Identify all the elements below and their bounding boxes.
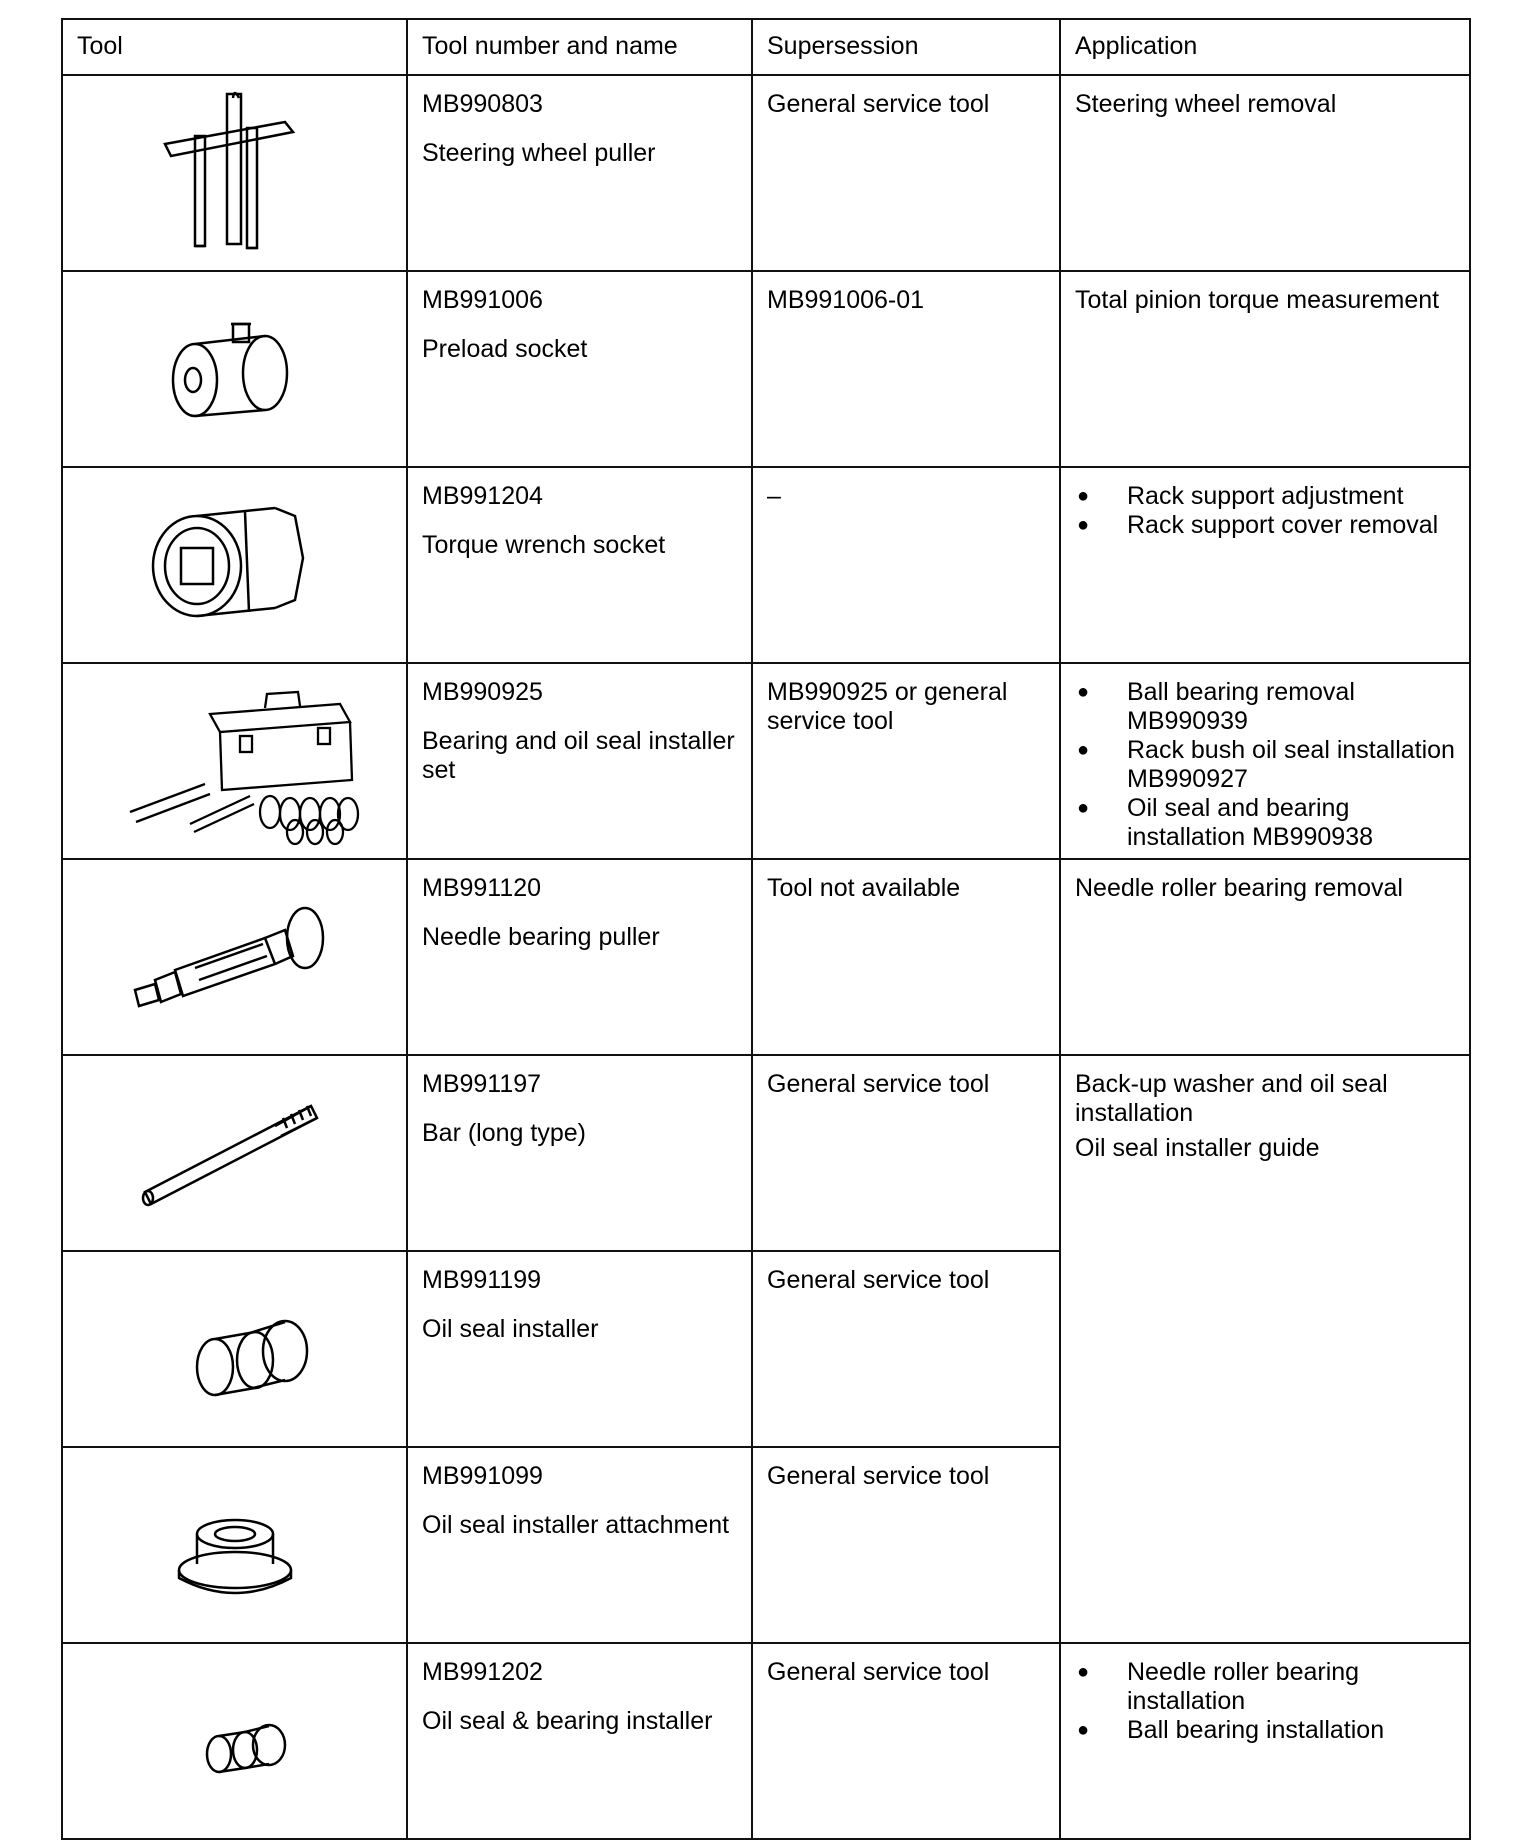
application-cell	[1060, 75, 1470, 271]
application-item: ● Needle roller bearing installation	[1075, 1658, 1455, 1716]
header-application: Application	[1060, 19, 1470, 75]
tool-name: Oil seal & bearing installer	[422, 1707, 713, 1735]
tool-name: Oil seal installer attachment	[422, 1511, 730, 1539]
header-tool-number-name: Tool number and name	[407, 19, 752, 75]
tool-number-name-cell	[407, 663, 752, 859]
application-text: Back-up washer and oil seal installation	[1075, 1070, 1388, 1127]
tool-image-cell	[62, 467, 407, 663]
supersession-cell: General service tool	[752, 1447, 1060, 1643]
special-tools-table	[61, 18, 1471, 1840]
application-item: ● Rack support adjustment	[1075, 482, 1455, 511]
application-cell	[1060, 859, 1470, 1055]
tool-number: MB991197	[422, 1070, 542, 1098]
tool-name: Bearing and oil seal installer set	[422, 727, 735, 784]
tool-number: MB991006	[422, 286, 543, 314]
table-row	[62, 75, 1470, 271]
tool-number: MB991120	[422, 874, 542, 902]
supersession-cell: General service tool	[752, 1251, 1060, 1447]
needle-bearing-puller-icon	[115, 860, 355, 1050]
application-list	[1075, 678, 1455, 852]
application-item: ● Rack support cover removal	[1075, 511, 1455, 540]
tool-number-name-cell	[407, 859, 752, 1055]
application-cell	[1060, 271, 1470, 467]
tool-name: Preload socket	[422, 335, 588, 363]
application-item: ● Ball bearing installation	[1075, 1716, 1455, 1745]
table-row	[62, 271, 1470, 467]
table-row	[62, 1643, 1470, 1839]
application-text: Total pinion torque measurement	[1075, 286, 1440, 314]
bearing-oil-seal-installer-set-icon	[90, 664, 380, 854]
table-row	[62, 1055, 1470, 1251]
tool-number: MB991204	[422, 482, 543, 510]
tool-number: MB991199	[422, 1266, 542, 1294]
supersession-cell: General service tool	[752, 1055, 1060, 1251]
tool-name: Torque wrench socket	[422, 531, 666, 559]
tool-number-name-cell	[407, 1251, 752, 1447]
torque-wrench-socket-icon	[125, 468, 345, 658]
application-item: ● Ball bearing removal MB990939	[1075, 678, 1455, 736]
tool-image-cell	[62, 1055, 407, 1251]
tool-image-cell	[62, 75, 407, 271]
tool-name: Needle bearing puller	[422, 923, 660, 951]
supersession-cell: –	[752, 467, 1060, 663]
tool-number: MB990925	[422, 678, 543, 706]
supersession-cell: General service tool	[752, 75, 1060, 271]
tool-name: Oil seal installer	[422, 1315, 599, 1343]
tool-image-cell	[62, 1447, 407, 1643]
application-item: ● Oil seal and bearing installation MB990938	[1075, 794, 1455, 852]
header-tool: Tool	[62, 19, 407, 75]
steering-wheel-puller-icon	[135, 76, 335, 266]
application-text: Oil seal installer guide	[1075, 1134, 1320, 1162]
preload-socket-icon	[135, 272, 335, 462]
tool-number: MB991202	[422, 1658, 543, 1686]
application-cell	[1060, 1055, 1470, 1643]
tool-image-cell	[62, 663, 407, 859]
application-text: Steering wheel removal	[1075, 90, 1337, 118]
supersession-cell: MB991006-01	[752, 271, 1060, 467]
supersession-cell: General service tool	[752, 1643, 1060, 1839]
application-cell	[1060, 467, 1470, 663]
oil-seal-installer-attachment-icon	[135, 1448, 335, 1638]
tool-number-name-cell	[407, 271, 752, 467]
application-text: Needle roller bearing removal	[1075, 874, 1403, 902]
application-list	[1075, 482, 1455, 540]
bar-long-type-icon	[115, 1056, 355, 1246]
application-cell	[1060, 1643, 1470, 1839]
tool-name: Bar (long type)	[422, 1119, 586, 1147]
tool-image-cell	[62, 1643, 407, 1839]
tool-number-name-cell	[407, 1643, 752, 1839]
table-row	[62, 467, 1470, 663]
tool-image-cell	[62, 271, 407, 467]
oil-seal-bearing-installer-icon	[135, 1644, 335, 1834]
tool-number-name-cell	[407, 1055, 752, 1251]
tool-image-cell	[62, 1251, 407, 1447]
tool-image-cell	[62, 859, 407, 1055]
application-cell	[1060, 663, 1470, 859]
tool-number: MB990803	[422, 90, 543, 118]
supersession-cell: Tool not available	[752, 859, 1060, 1055]
application-list	[1075, 1658, 1455, 1745]
supersession-cell: MB990925 or general service tool	[752, 663, 1060, 859]
oil-seal-installer-icon	[135, 1252, 335, 1442]
table-header-row	[62, 19, 1470, 75]
tool-number: MB991099	[422, 1462, 543, 1490]
tool-number-name-cell	[407, 75, 752, 271]
header-supersession: Supersession	[752, 19, 1060, 75]
tool-name: Steering wheel puller	[422, 139, 656, 167]
table-row	[62, 663, 1470, 859]
application-item: ● Rack bush oil seal installation MB990927	[1075, 736, 1455, 794]
tool-number-name-cell	[407, 1447, 752, 1643]
table-row	[62, 859, 1470, 1055]
tool-number-name-cell	[407, 467, 752, 663]
